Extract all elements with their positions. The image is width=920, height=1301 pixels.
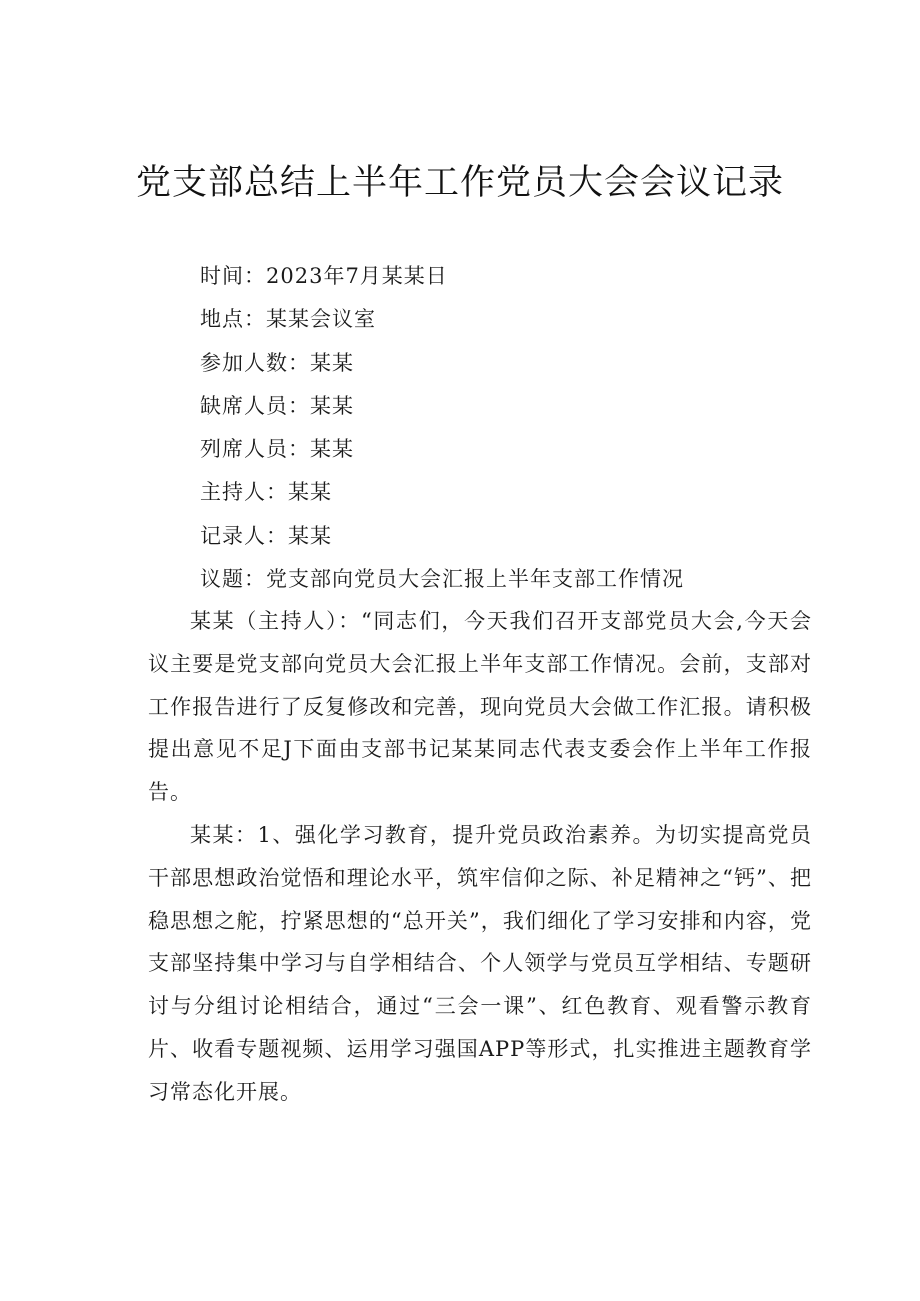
meeting-time: 时间：2023年7月某某日 — [200, 264, 448, 288]
minutes-body — [148, 600, 812, 1114]
observers: 列席人员：某某 — [200, 437, 354, 462]
attendee-count: 参加人数：某某 — [200, 350, 354, 375]
agenda-topic: 议题：党支部向党员大会汇报上半年支部工作情况 — [200, 567, 684, 592]
host: 主持人：某某 — [200, 480, 332, 505]
meeting-location: 地点：某某会议室 — [200, 307, 376, 332]
document-title: 党支部总结上半年工作党员大会会议记录 — [135, 163, 784, 203]
recorder: 记录人：某某 — [200, 523, 332, 548]
study-education-paragraph: 某某：1、强化学习教育，提升党员政治素养。为切实提高党员干部思想政治觉悟和理论水平，筑牢信仰之际、补足精神之“钙”、把稳思想之舵，拧紧思想的“总开关”，我们细化了学习安排和内容，党支部坚持集中学习与自学相结合、个人领学与党员互学相结、专题研讨与分组讨论相结合，通过“三会一课”、红色教育、观看警示教育片、收看专题视频、运用学习强国APP等形式，扎实推进主题教育学习常态化开展。 — [148, 822, 812, 1104]
opening-remarks-paragraph: 某某（主持人）：“同志们，今天我们召开支部党员大会,今天会议主要是党支部向党员大会汇报上半年支部工作情况。会前，支部对工作报告进行了反复修改和完善，现向党员大会做工作汇报。请积极提出意见不足J下面由支部书记某某同志代表支委会作上半年工作报告。 — [148, 609, 812, 805]
absent-members: 缺席人员：某某 — [200, 393, 354, 418]
meeting-info — [200, 255, 880, 601]
